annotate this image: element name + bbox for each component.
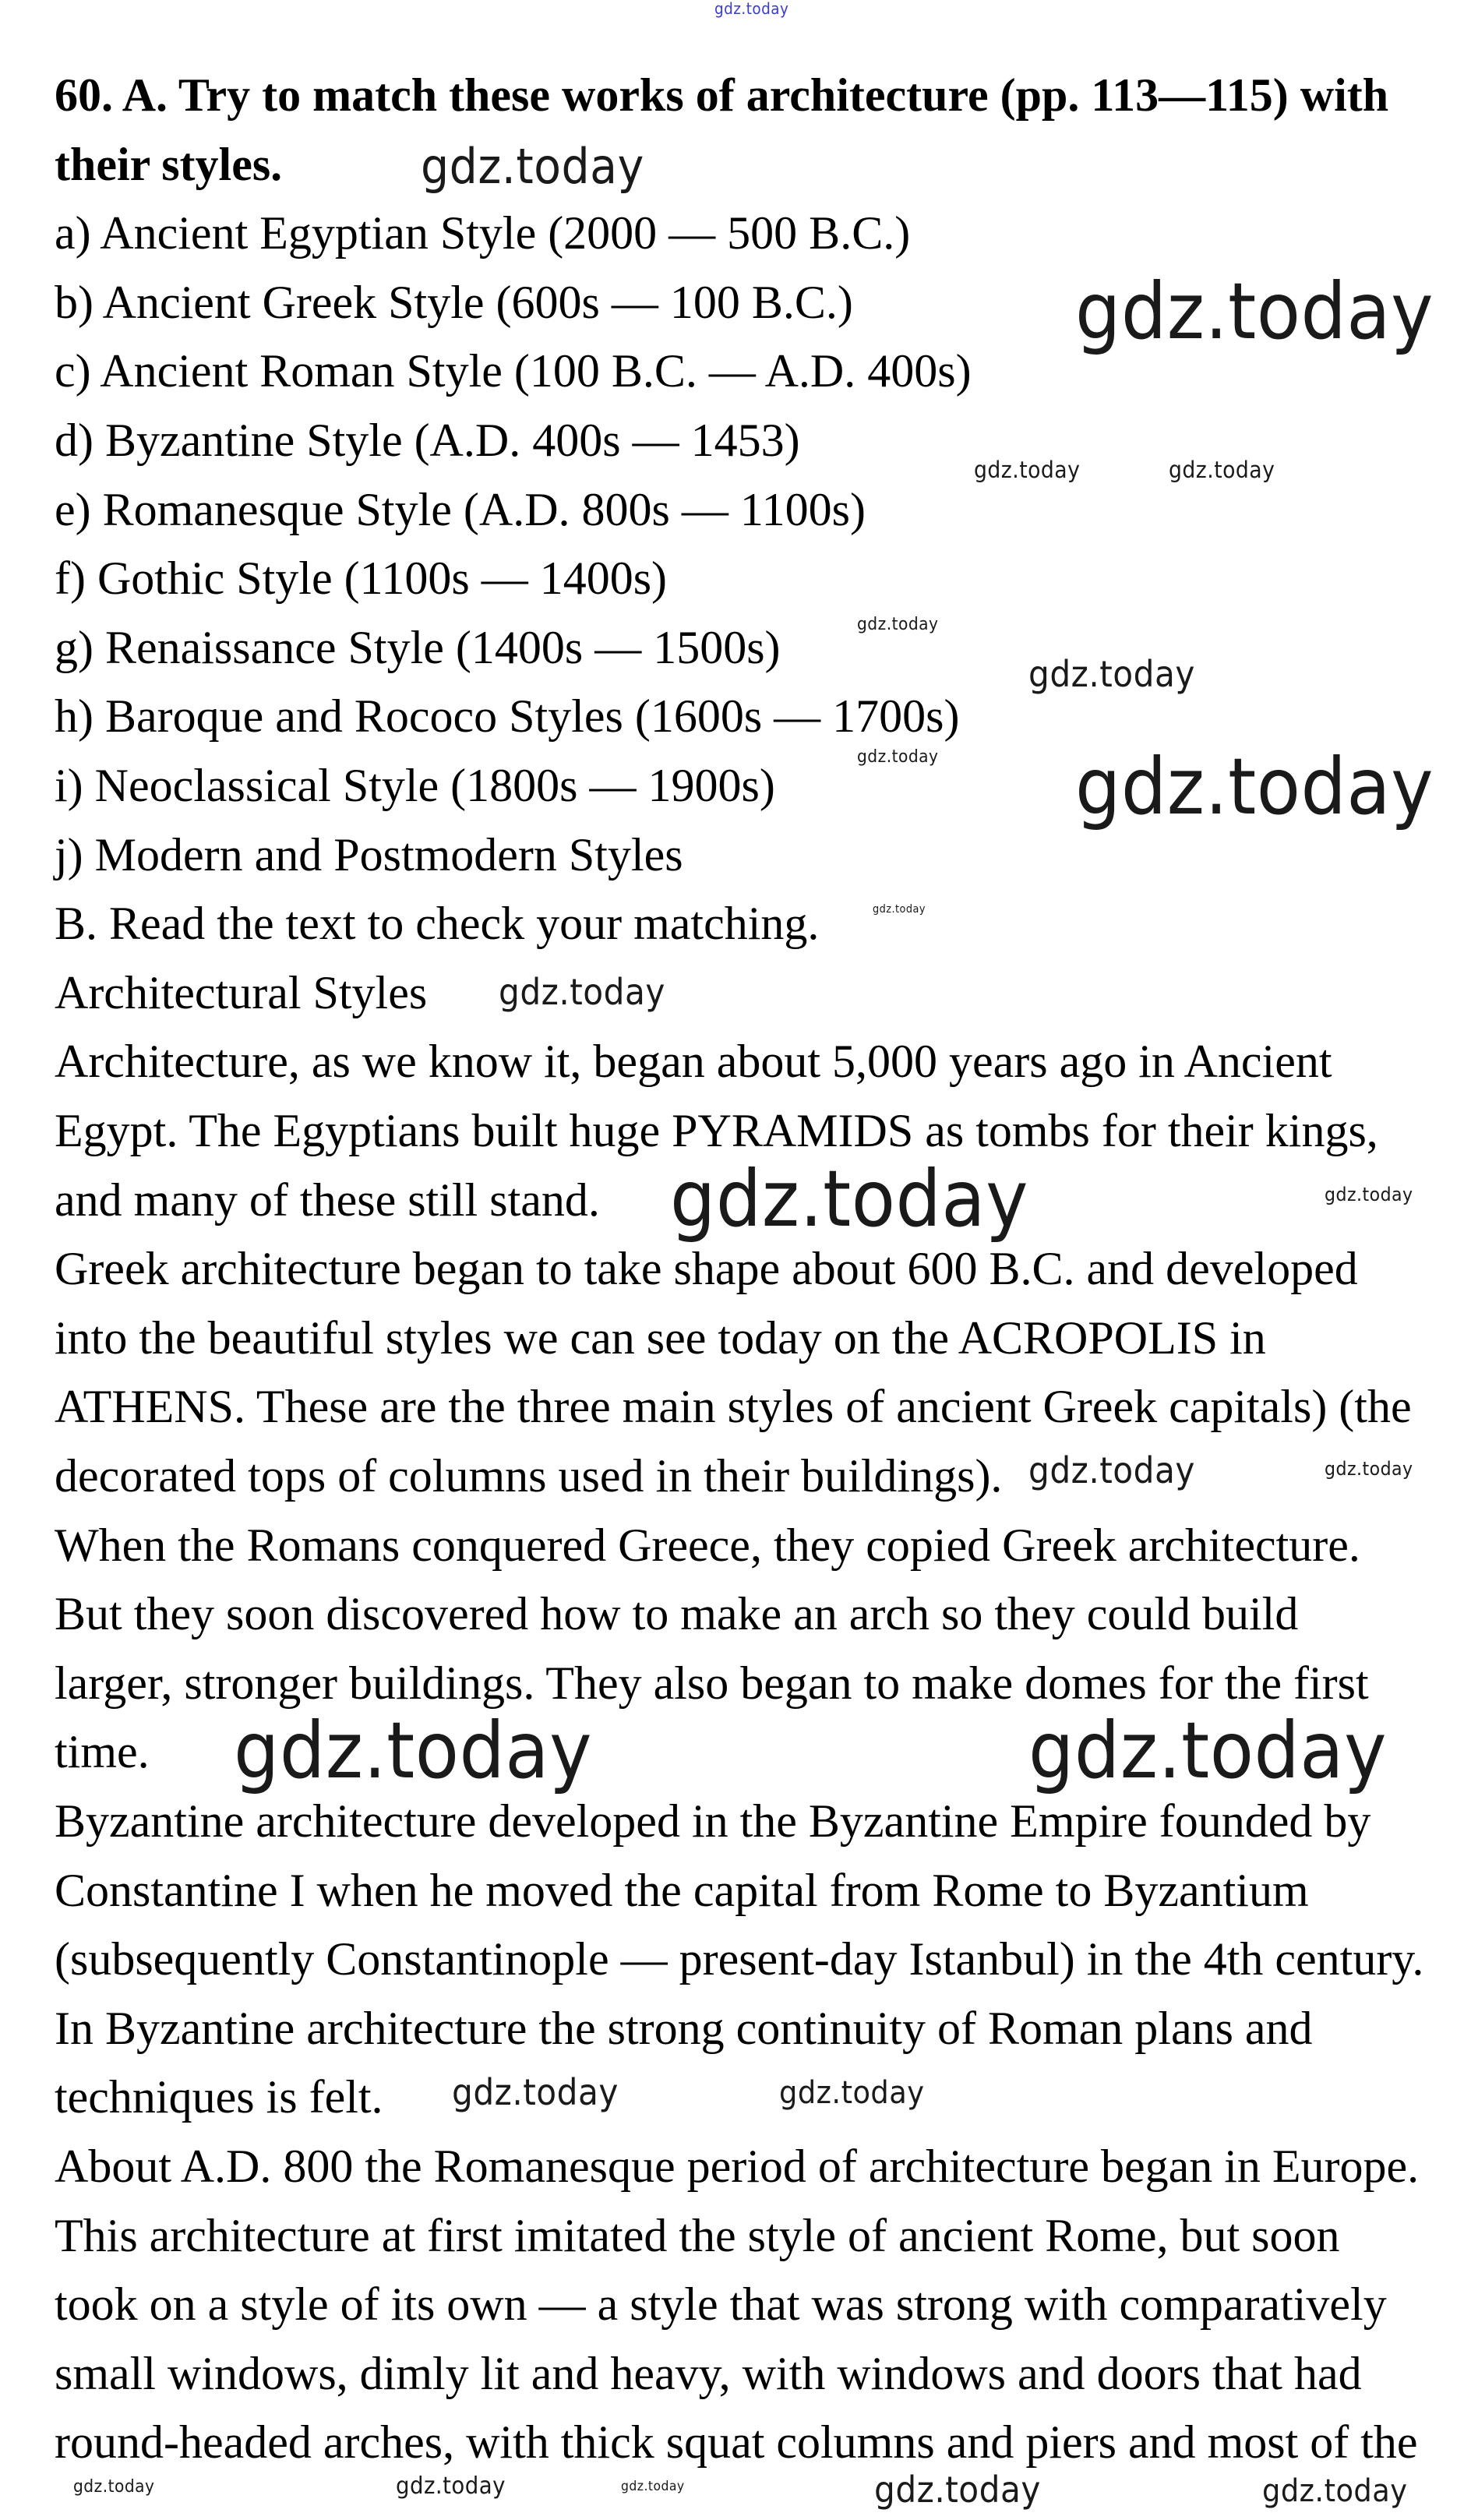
watermark: gdz.today: [974, 457, 1081, 483]
body-text-line: ATHENS. These are the three main styles of ancient Greek capitals) (the: [55, 1381, 1412, 1433]
watermark: gdz.today: [1075, 741, 1434, 832]
watermark: gdz.today: [670, 1153, 1029, 1244]
body-text-line: This architecture at first imitated the style of ancient Rome, but soon: [55, 2209, 1340, 2261]
task-b-instruction: B. Read the text to check your matching.: [55, 898, 820, 950]
body-text-line: Architecture, as we know it, began about 5,000 years ago in Ancient: [55, 1036, 1332, 1088]
watermark: gdz.today: [714, 0, 789, 18]
style-list-item: e) Romanesque Style (A.D. 800s — 1100s): [55, 483, 866, 535]
watermark: gdz.today: [1169, 457, 1275, 483]
style-list-item: i) Neoclassical Style (1800s — 1900s): [55, 760, 775, 811]
body-text-line: Egypt. The Egyptians built huge PYRAMIDS as tombs for their kings,: [55, 1105, 1378, 1156]
watermark: gdz.today: [779, 2075, 925, 2111]
body-text-line: Byzantine architecture developed in the Byzantine Empire founded by: [55, 1795, 1371, 1847]
watermark: gdz.today: [857, 615, 939, 634]
style-list-item: a) Ancient Egyptian Style (2000 — 500 B.C.): [55, 207, 911, 259]
watermark: gdz.today: [621, 2479, 685, 2494]
watermark: gdz.today: [234, 1705, 593, 1796]
body-text-line: larger, stronger buildings. They also began to make domes for the first: [55, 1657, 1369, 1709]
watermark: gdz.today: [1028, 1705, 1388, 1796]
body-text-line: round-headed arches, with thick squat columns and piers and most of the: [55, 2416, 1418, 2469]
body-text-line: When the Romans conquered Greece, they copied Greek architecture.: [55, 1519, 1360, 1571]
watermark: gdz.today: [421, 138, 644, 195]
watermark: gdz.today: [1325, 1184, 1413, 1205]
style-list-item: f) Gothic Style (1100s — 1400s): [55, 552, 668, 605]
watermark: gdz.today: [452, 2071, 619, 2113]
watermark: gdz.today: [874, 2469, 1041, 2511]
body-text-line: (subsequently Constantinople — present-day Istanbul) in the 4th century.: [55, 1933, 1424, 1985]
body-text-line: About A.D. 800 the Romanesque period of architecture began in Europe.: [55, 2141, 1420, 2192]
exercise-heading-line: their styles.: [55, 138, 283, 190]
watermark: gdz.today: [1262, 2473, 1408, 2509]
watermark: gdz.today: [1075, 266, 1434, 357]
body-text-line: took on a style of its own — a style that was strong with comparatively: [55, 2278, 1387, 2331]
style-list-item: j) Modern and Postmodern Styles: [55, 828, 683, 881]
watermark: gdz.today: [1028, 653, 1195, 695]
body-text-line: time.: [55, 1726, 150, 1778]
watermark: gdz.today: [396, 2472, 506, 2500]
body-text-line: Constantine I when he moved the capital from Rome to Byzantium: [55, 1864, 1309, 1916]
watermark: gdz.today: [1325, 1458, 1413, 1480]
watermark: gdz.today: [873, 903, 926, 916]
style-list-item: d) Byzantine Style (A.D. 400s — 1453): [55, 415, 800, 466]
style-list-item: h) Baroque and Rococo Styles (1600s — 1700s): [55, 690, 960, 743]
body-text-line: small windows, dimly lit and heavy, with windows and doors that had: [55, 2347, 1362, 2399]
body-text-line: and many of these still stand.: [55, 1174, 600, 1226]
watermark: gdz.today: [499, 971, 665, 1013]
body-text-line: Greek architecture began to take shape about 600 B.C. and developed: [55, 1243, 1358, 1295]
exercise-heading-line: 60. A. Try to match these works of architecture (pp. 113—115) with: [55, 69, 1389, 121]
watermark: gdz.today: [73, 2477, 155, 2497]
body-text-line: decorated tops of columns used in their buildings).: [55, 1450, 1003, 1502]
body-text-line: In Byzantine architecture the strong continuity of Roman plans and: [55, 2002, 1313, 2054]
body-text-line: techniques is felt.: [55, 2071, 383, 2123]
text-title: Architectural Styles: [55, 966, 428, 1018]
watermark: gdz.today: [1028, 1449, 1195, 1491]
watermark: gdz.today: [857, 747, 939, 767]
body-text-line: into the beautiful styles we can see today on the ACROPOLIS in: [55, 1311, 1266, 1364]
style-list-item: b) Ancient Greek Style (600s — 100 B.C.): [55, 276, 853, 328]
body-text-line: But they soon discovered how to make an arch so they could build: [55, 1588, 1299, 1640]
style-list-item: g) Renaissance Style (1400s — 1500s): [55, 621, 781, 673]
style-list-item: c) Ancient Roman Style (100 B.C. — A.D. 400s): [55, 345, 972, 397]
